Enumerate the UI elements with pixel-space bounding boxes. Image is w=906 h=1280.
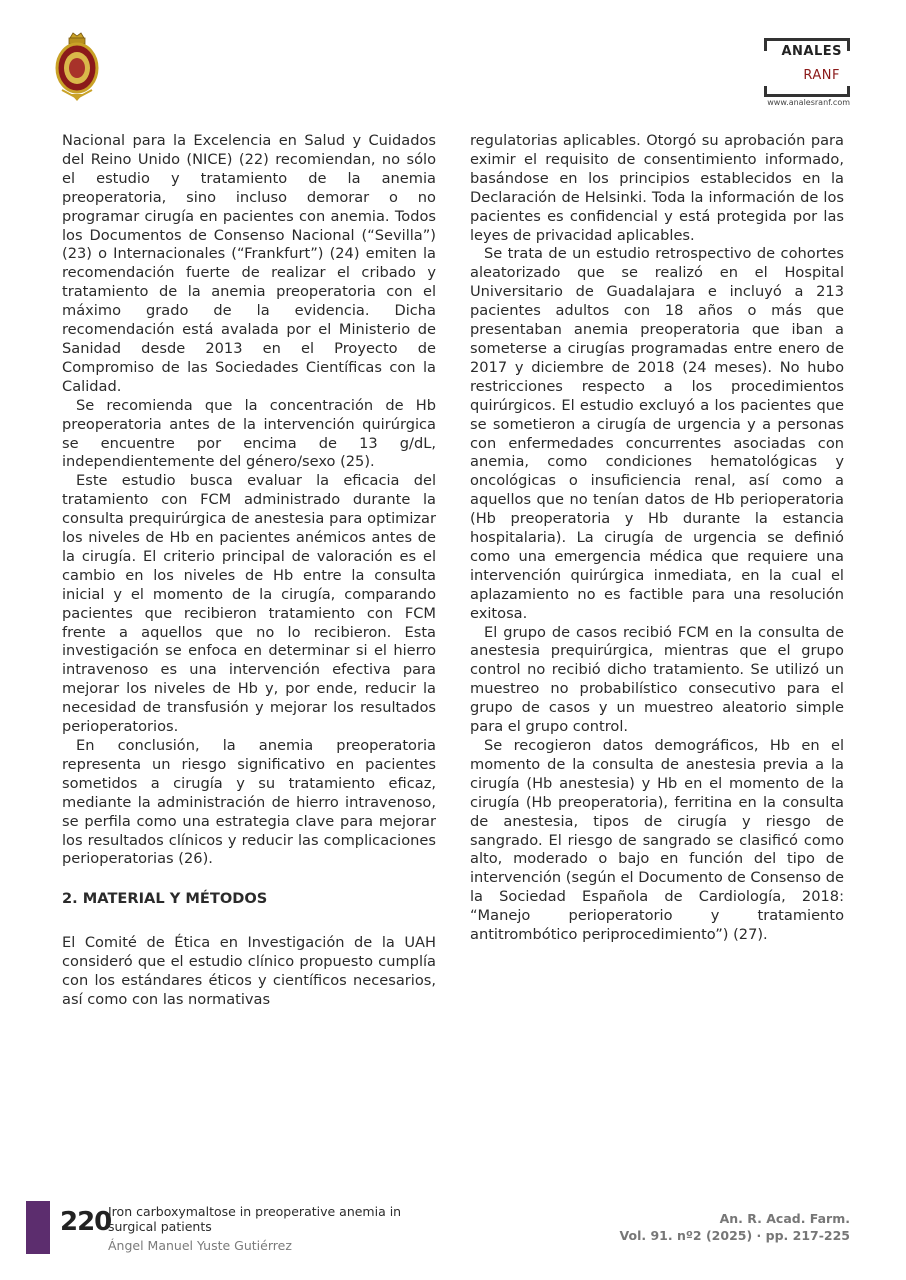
paragraph: Este estudio busca evaluar la eficacia del tratamiento con FCM administrado durante la consulta prequirúrgica de anestesia para optimizar los niveles de Hb en pacientes anémicos antes de la cirugía. El criterio principal de valoración es el cambio en los niveles de Hb entre la consulta inicial y el momento de la cirugía, comparando pacientes que recibieron tratamiento con FCM frente a aquellos que no lo recibieron. Esta investigación se enfoca en determinar si el hierro intravenoso es una intervención efectiva para mejorar los niveles de Hb y, por ende, reducir la necesidad de transfusión y mejorar los resultados perioperatorios. xyxy=(62,472,436,736)
paragraph: En conclusión, la anemia preoperatoria representa un riesgo significativo en pacientes sometidos a cirugía y su tratamiento eficaz, mediante la administración de hierro intravenoso, se perfila como una estrategia clave para mejorar los resultados clínicos y reducir las complicaciones perioperatorias (26). xyxy=(62,737,436,868)
left-column xyxy=(62,132,436,1010)
running-title: Iron carboxymaltose in preoperative anemia in surgical patients xyxy=(108,1204,402,1234)
section-heading: 2. MATERIAL Y MÉTODOS xyxy=(62,890,268,908)
running-author: Ángel Manuel Yuste Gutiérrez xyxy=(108,1238,292,1253)
right-column xyxy=(470,132,844,945)
paragraph: Nacional para la Excelencia en Salud y Cuidados del Reino Unido (NICE) (22) recomiendan, no sólo el estudio y tratamiento de la anemia preoperatoria, sino incluso demorar o no programar cirugía en pacientes con anemia. Todos los Documentos de Consenso Nacional (“Sevilla”) (23) o Internacionales (“Frankfurt”) (24) emiten la recomendación fuerte de realizar el cribado y tratamiento de la anemia preoperatoria con el máximo grado de la evidencia. Dicha recomendación está avalada por el Ministerio de Sanidad desde 2013 en el Proyecto de Compromiso de las Sociedades Científicas con la Calidad. xyxy=(62,132,436,395)
paragraph: regulatorias aplicables. Otorgó su aprobación para eximir el requisito de consentimiento informado, basándose en los principios establecidos en la Declaración de Helsinki. Toda la información de los pacientes es confidencial y está protegida por las leyes de privacidad aplicables. xyxy=(470,132,844,244)
paragraph: Se recomienda que la concentración de Hb preoperatoria antes de la intervención quirúrgica se encuentre por encima de 13 g/dL, independientemente del género/sexo (25). xyxy=(62,396,436,471)
brand-frame-bottom xyxy=(764,86,850,97)
paragraph: El grupo de casos recibió FCM en la consulta de anestesia prequirúrgica, mientras que el grupo control no recibió dicho tratamiento. Se utilizó un muestreo no probabilístico consecutivo para el grupo de casos y un muestreo aleatorio simple para el grupo control. xyxy=(470,623,844,736)
footer-accent-bar xyxy=(26,1201,50,1254)
academy-crest-icon xyxy=(52,32,102,102)
journal-citation xyxy=(620,1210,851,1244)
journal-volume: Vol. 91. nº2 (2025) · pp. 217-225 xyxy=(619,1228,850,1243)
paragraph: Se trata de un estudio retrospectivo de cohortes aleatorizado que se realizó en el Hospital Universitario de Guadalajara e incluyó a 213 pacientes adultos con 18 años o más que presentaban anemia preoperatoria que iban a someterse a cirugías programadas entre enero de 2017 y diciembre de 2018 (24 meses). No hubo restricciones respecto a los procedimientos quirúrgicos. El estudio excluyó a los pacientes que se sometieron a cirugía de urgencia y a personas con enfermedades concurrentes asociadas con anemia, como condiciones hematológicas y oncológicas o insuficiencia renal, así como a aquellos que no tenían datos de Hb perioperatoria (Hb preoperatoria y Hb durante la estancia hospitalaria). La cirugía de urgencia se definió como una emergencia médica que requiere una intervención quirúrgica inmediata, en la cual el aplazamiento no es factible para una resolución exitosa. xyxy=(470,245,844,622)
paragraph: Se recogieron datos demográficos, Hb en el momento de la consulta de anestesia previa a la cirugía (Hb anestesia) y Hb en el momento de la cirugía (Hb preoperatoria), ferritina en la consulta de anestesia, tipos de cirugía y riesgo de sangrado. El riesgo de sangrado se clasificó como alto, moderado o bajo en función del tipo de intervención (según el Documento de Consenso de la Sociedad Española de Cardiología, 2018: “Manejo perioperatorio y tratamiento antitrombótico periprocedimiento”) (27). xyxy=(470,737,844,944)
journal-brand-logo xyxy=(738,38,850,114)
brand-anales: ANALES xyxy=(781,44,842,59)
brand-url: www.analesranf.com xyxy=(767,98,850,107)
journal-name: An. R. Acad. Farm. xyxy=(719,1211,850,1226)
brand-ranf: RANF xyxy=(803,68,840,83)
page-number: 220 xyxy=(60,1207,112,1237)
paragraph: El Comité de Ética en Investigación de la UAH consideró que el estudio clínico propuesto cumplía con los estándares éticos y científicos necesarios, así como con las normativas xyxy=(62,934,436,1008)
